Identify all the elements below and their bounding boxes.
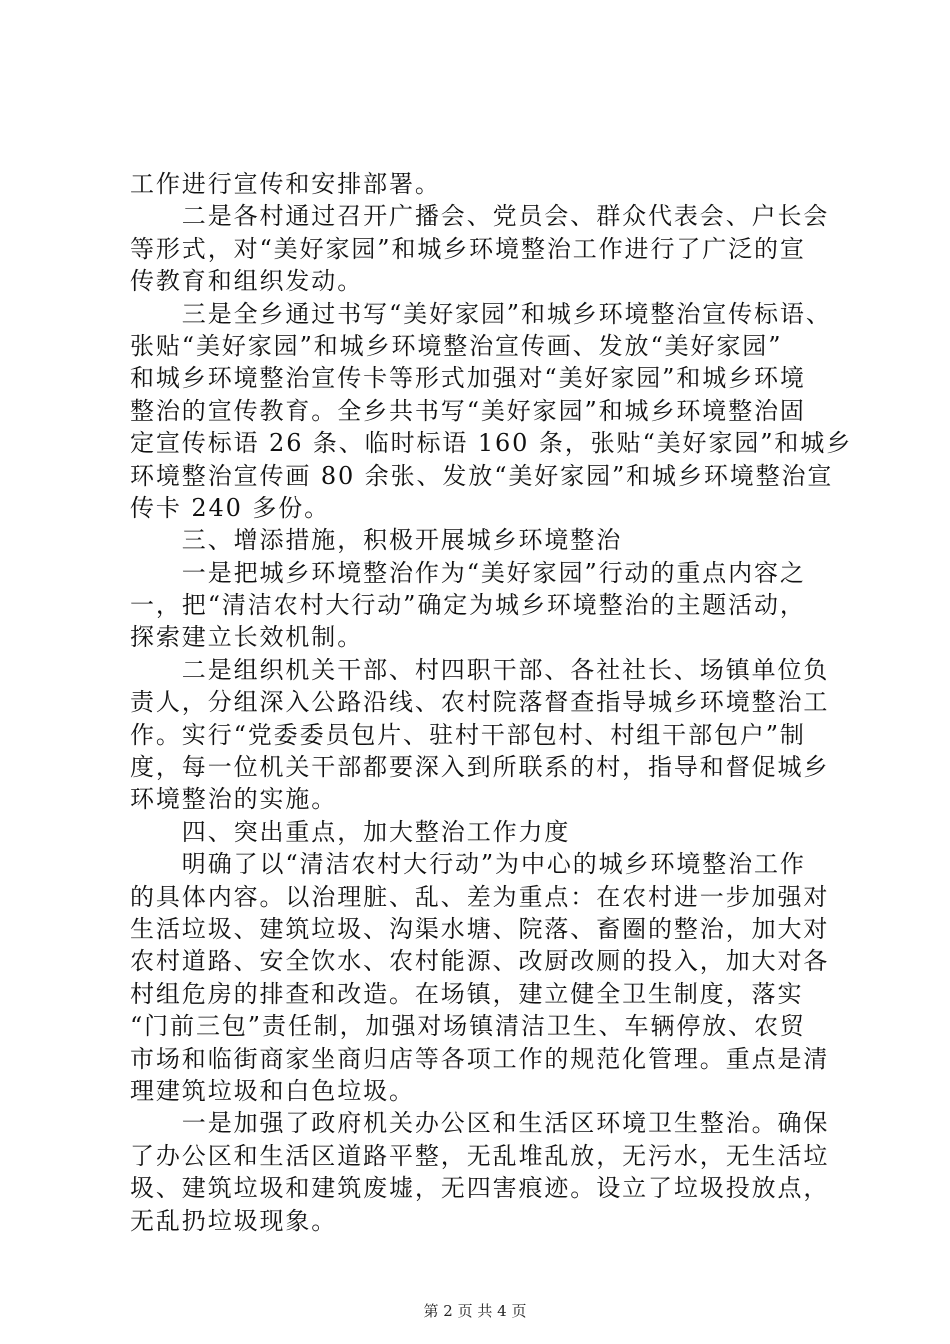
text-line: 农村道路、安全饮水、农村能源、改厨改厕的投入，加大对各 (130, 947, 830, 976)
text-line: 的具体内容。以治理脏、乱、差为重点：在农村进一步加强对 (130, 882, 830, 911)
text-line: 度，每一位机关干部都要深入到所联系的村，指导和督促城乡 (130, 753, 830, 782)
text-line: “门前三包”责任制，加强对场镇清洁卫生、车辆停放、农贸 (130, 1012, 806, 1041)
text-line: 一，把“清洁农村大行动”确定为城乡环境整治的主题活动， (130, 591, 806, 620)
text-line: 了办公区和生活区道路平整，无乱堆乱放，无污水，无生活垃 (130, 1141, 830, 1170)
text-line: 二是组织机关干部、村四职干部、各社社长、场镇单位负 (130, 655, 830, 684)
text-line: 理建筑垃圾和白色垃圾。 (130, 1076, 415, 1105)
section-heading: 三、增添措施，积极开展城乡环境整治 (130, 526, 623, 555)
text-line: 圾、建筑垃圾和建筑废墟，无四害痕迹。设立了垃圾投放点， (130, 1174, 830, 1203)
text-line: 探索建立长效机制。 (130, 623, 364, 652)
text-line: 明确了以“清洁农村大行动”为中心的城乡环境整治工作 (130, 850, 806, 879)
text-line: 三是全乡通过书写“美好家园”和城乡环境整治宣传标语、 (130, 299, 832, 328)
text-line: 责人，分组深入公路沿线、农村院落督查指导城乡环境整治工 (130, 688, 830, 717)
document-body (130, 168, 853, 1237)
text-line: 市场和临街商家坐商归店等各项工作的规范化管理。重点是清 (130, 1044, 830, 1073)
text-line: 等形式，对“美好家园”和城乡环境整治工作进行了广泛的宣 (130, 234, 806, 263)
text-line: 作。实行“党委委员包片、驻村干部包村、村组干部包户”制 (130, 720, 806, 749)
text-line: 一是加强了政府机关办公区和生活区环境卫生整治。确保 (130, 1109, 830, 1138)
text-line: 村组危房的排查和改造。在场镇，建立健全卫生制度，落实 (130, 979, 804, 1008)
text-line: 环境整治的实施。 (130, 785, 338, 814)
section-heading: 四、突出重点，加大整治工作力度 (130, 817, 571, 846)
text-line: 传卡 240 多份。 (130, 493, 331, 522)
text-line: 整治的宣传教育。全乡共书写“美好家园”和城乡环境整治固 (130, 396, 806, 425)
text-line: 无乱扔垃圾现象。 (130, 1206, 338, 1235)
text-line: 和城乡环境整治宣传卡等形式加强对“美好家园”和城乡环境 (130, 364, 806, 393)
text-line: 环境整治宣传画 80 余张、发放“美好家园”和城乡环境整治宣 (130, 461, 834, 490)
text-line: 传教育和组织发动。 (130, 267, 364, 296)
text-line: 工作进行宣传和安排部署。 (130, 170, 441, 198)
text-line: 定宣传标语 26 条、临时标语 160 条，张贴“美好家园”和城乡 (130, 429, 853, 458)
text-line: 张贴“美好家园”和城乡环境整治宣传画、发放“美好家园” (130, 331, 783, 360)
page-number-footer: 第 2 页 共 4 页 (423, 1302, 527, 1320)
text-line: 生活垃圾、建筑垃圾、沟渠水塘、院落、畜圈的整治，加大对 (130, 914, 830, 943)
text-line: 二是各村通过召开广播会、党员会、群众代表会、户长会 (130, 202, 830, 231)
text-line: 一是把城乡环境整治作为“美好家园”行动的重点内容之 (130, 558, 806, 587)
